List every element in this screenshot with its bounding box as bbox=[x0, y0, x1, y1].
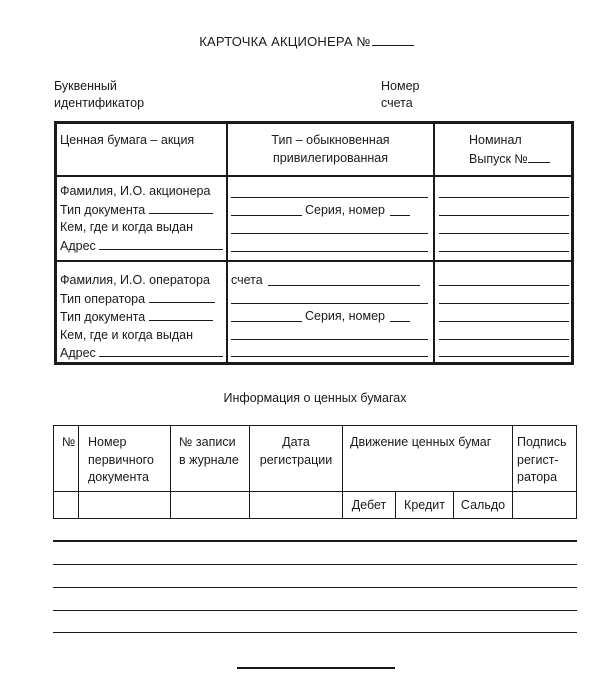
card-row-divider-2 bbox=[57, 260, 571, 262]
identifier-label bbox=[54, 78, 144, 112]
operator-right-line-5[interactable] bbox=[439, 356, 569, 357]
shareholder-address-label: Адрес bbox=[60, 238, 96, 253]
operator-doctype-field[interactable] bbox=[149, 308, 213, 321]
operator-doctype-label: Тип документа bbox=[60, 310, 146, 324]
issue-number-field[interactable] bbox=[528, 150, 550, 163]
card-divider-2 bbox=[433, 124, 435, 362]
grid-col-1 bbox=[78, 426, 79, 518]
operator-type-label: Тип оператора bbox=[60, 291, 146, 306]
col-signature-l1: Подпись bbox=[517, 435, 567, 449]
shareholder-issued-field[interactable] bbox=[231, 233, 428, 234]
share-type-line2: привилегированная bbox=[273, 150, 388, 165]
operator-series-field[interactable] bbox=[390, 321, 410, 322]
operator-address-line[interactable] bbox=[231, 356, 428, 357]
card-number-blank[interactable] bbox=[372, 33, 414, 46]
shareholder-labels bbox=[60, 183, 223, 255]
shareholder-name-label: Фамилия, И.О. акционера bbox=[60, 184, 211, 198]
col-debit: Дебет bbox=[351, 498, 387, 512]
operator-right-line-4[interactable] bbox=[439, 339, 569, 340]
operator-account-field[interactable] bbox=[268, 285, 420, 286]
account-label-line2: счета bbox=[381, 96, 413, 110]
shareholder-doctype-field[interactable] bbox=[149, 201, 213, 214]
col-movement: Движение ценных бумаг bbox=[350, 435, 492, 449]
operator-line-1[interactable] bbox=[231, 303, 428, 304]
issue-label: Выпуск № bbox=[469, 151, 528, 166]
operator-account-label: счета bbox=[231, 273, 263, 287]
info-title: Информация о ценных бумагах bbox=[223, 391, 407, 405]
account-label bbox=[381, 78, 419, 112]
operator-address-field[interactable] bbox=[99, 344, 223, 357]
share-type-label bbox=[228, 132, 433, 167]
shareholder-issued-label: Кем, где и когда выдан bbox=[60, 220, 193, 234]
shareholder-series-field[interactable] bbox=[390, 215, 410, 216]
shareholder-card-table bbox=[54, 121, 574, 365]
col-balance: Сальдо bbox=[460, 498, 506, 512]
col-signature-l2: регист- bbox=[517, 452, 559, 467]
operator-type-field[interactable] bbox=[149, 290, 215, 303]
grid-col-5 bbox=[512, 426, 513, 518]
operator-address-label: Адрес bbox=[60, 346, 96, 360]
entry-line-5[interactable] bbox=[53, 632, 577, 633]
col-signature bbox=[517, 434, 566, 487]
securities-table bbox=[53, 425, 577, 519]
shareholder-doctype-label: Тип документа bbox=[60, 202, 146, 217]
col-primary-doc bbox=[88, 434, 154, 487]
entry-line-1[interactable] bbox=[53, 540, 577, 542]
nominal-line-2[interactable] bbox=[439, 215, 569, 216]
nominal-cell bbox=[469, 132, 550, 168]
operator-right-line-1[interactable] bbox=[439, 285, 569, 286]
shareholder-address-line[interactable] bbox=[231, 251, 428, 252]
identifier-label-line2: идентификатор bbox=[54, 96, 145, 110]
nominal-line-3[interactable] bbox=[439, 233, 569, 234]
col-primary-doc-l3: документа bbox=[88, 470, 149, 484]
operator-series-label: Серия, номер bbox=[305, 309, 385, 323]
entry-line-3[interactable] bbox=[53, 587, 577, 588]
account-label-line1: Номер bbox=[381, 79, 420, 93]
operator-labels bbox=[60, 272, 223, 363]
share-type-line1: Тип – обыкновенная bbox=[271, 133, 390, 147]
operator-right-line-3[interactable] bbox=[439, 321, 569, 322]
nominal-label: Номинал bbox=[469, 133, 522, 147]
card-title bbox=[0, 33, 613, 49]
entry-line-2[interactable] bbox=[53, 564, 577, 565]
security-type-label: Ценная бумага – акция bbox=[60, 133, 195, 147]
footer-signature-line[interactable] bbox=[237, 667, 395, 669]
operator-issued-field[interactable] bbox=[231, 339, 428, 340]
col-signature-l3: ратора bbox=[517, 470, 558, 484]
nominal-line-4[interactable] bbox=[439, 251, 569, 252]
col-primary-doc-l2: первичного bbox=[88, 452, 154, 467]
col-reg-date bbox=[250, 434, 342, 469]
col-reg-date-l2: регистрации bbox=[259, 452, 333, 467]
identifier-label-line1: Буквенный bbox=[54, 79, 117, 93]
col-journal bbox=[179, 434, 239, 469]
shareholder-series-label: Серия, номер bbox=[305, 203, 385, 217]
col-journal-l2: в журнале bbox=[179, 452, 239, 467]
col-num: № bbox=[62, 435, 76, 449]
grid-col-2 bbox=[170, 426, 171, 518]
operator-issued-label: Кем, где и когда выдан bbox=[60, 327, 193, 342]
card-title-text: КАРТОЧКА АКЦИОНЕРА № bbox=[199, 34, 371, 49]
col-primary-doc-l1: Номер bbox=[88, 435, 127, 449]
grid-row-divider bbox=[54, 491, 576, 492]
nominal-line-1[interactable] bbox=[439, 197, 569, 198]
card-row-divider-1 bbox=[57, 175, 571, 177]
shareholder-address-field[interactable] bbox=[99, 237, 223, 250]
operator-doc-field[interactable] bbox=[231, 321, 302, 322]
entry-line-4[interactable] bbox=[53, 610, 577, 611]
shareholder-doc-field[interactable] bbox=[231, 215, 302, 216]
col-reg-date-l1: Дата bbox=[282, 435, 310, 449]
col-credit: Кредит bbox=[404, 498, 445, 512]
col-journal-l1: № записи bbox=[179, 435, 236, 449]
operator-name-label: Фамилия, И.О. оператора bbox=[60, 273, 210, 287]
operator-right-line-2[interactable] bbox=[439, 303, 569, 304]
shareholder-name-field[interactable] bbox=[231, 197, 428, 198]
